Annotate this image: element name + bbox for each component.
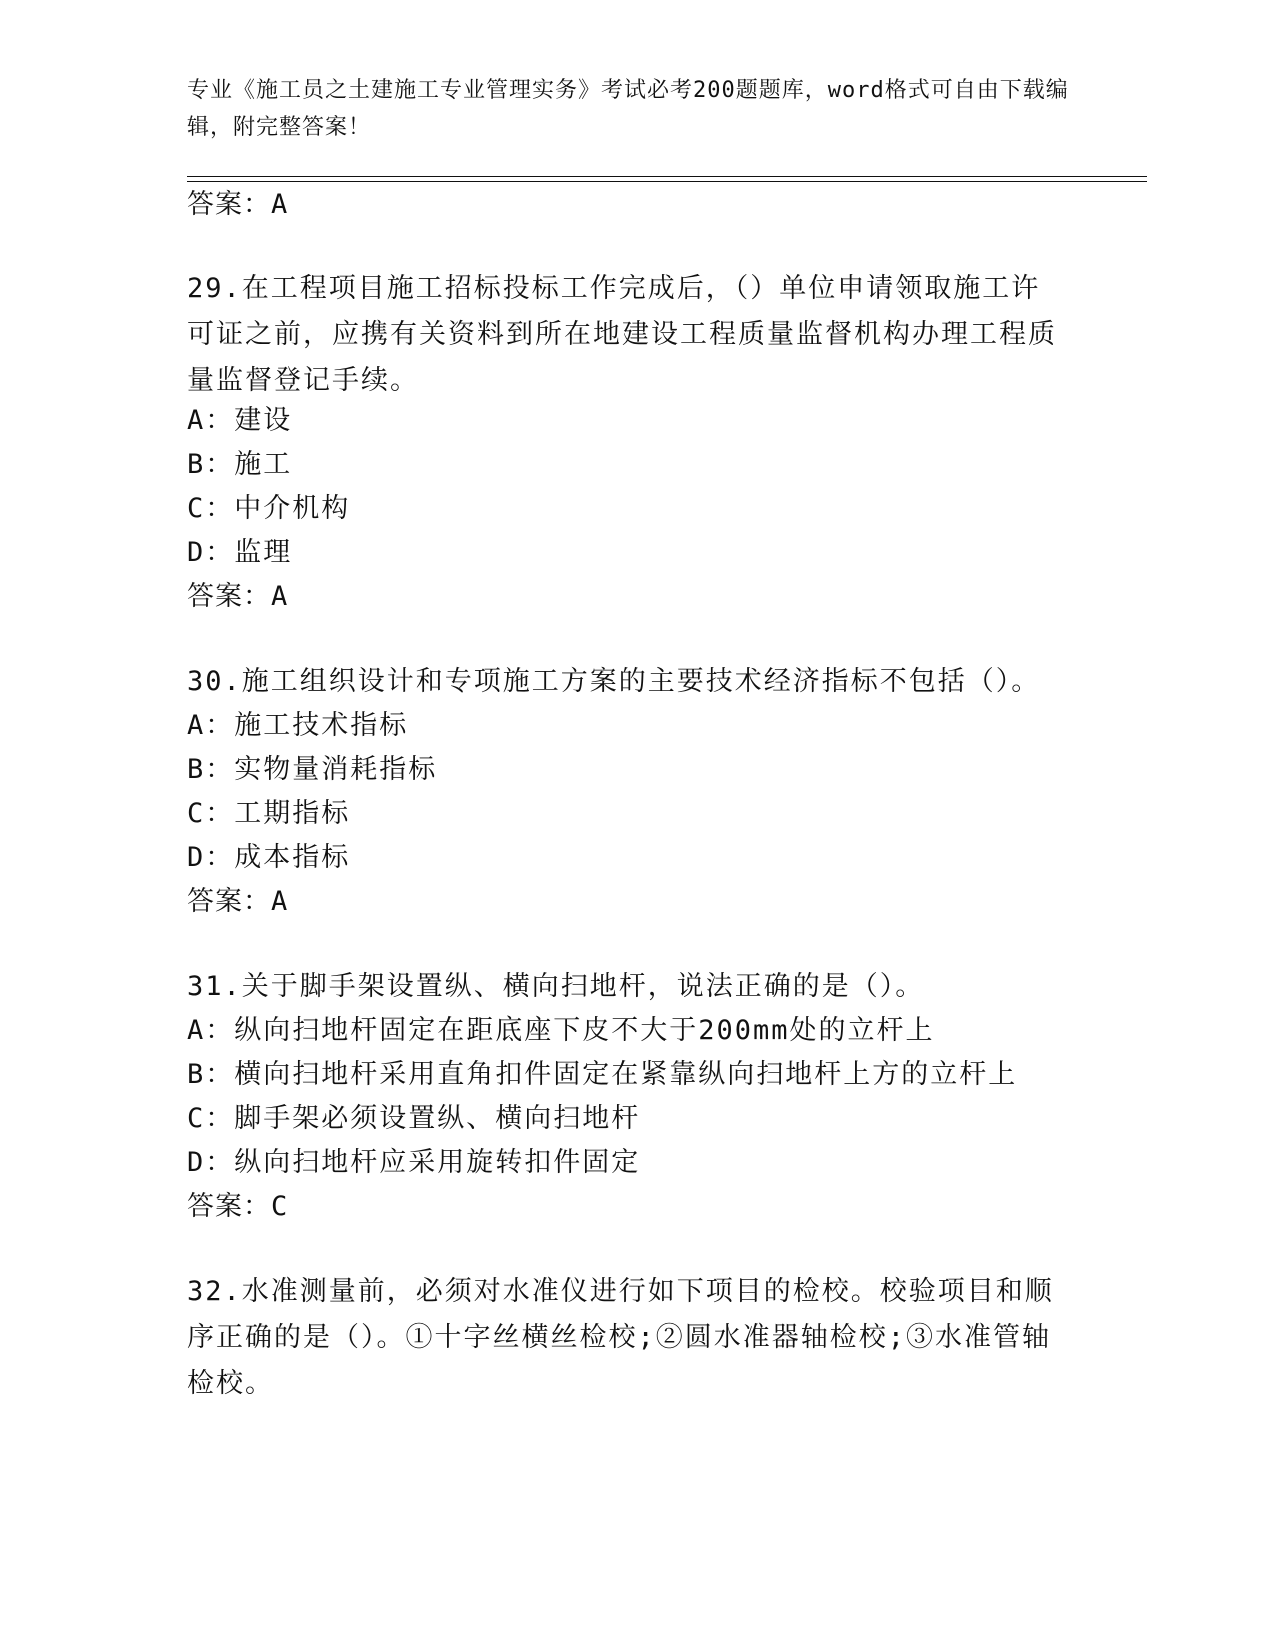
question-31-option-b: B：横向扫地杆采用直角扣件固定在紧靠纵向扫地杆上方的立杆上	[187, 1059, 1018, 1090]
question-31-answer: 答案：C	[187, 1191, 289, 1222]
document-page	[187, 0, 1147, 1650]
question-31-option-c: C：脚手架必须设置纵、横向扫地杆	[187, 1103, 641, 1134]
question-29-option-a: A：建设	[187, 405, 293, 436]
question-30-option-b: B：实物量消耗指标	[187, 754, 438, 785]
question-30-answer: 答案：A	[187, 886, 289, 917]
question-30-stem: 30.施工组织设计和专项施工方案的主要技术经济指标不包括（）。	[187, 666, 1041, 697]
question-32-stem: 32.水准测量前，必须对水准仪进行如下项目的检校。校验项目和顺序正确的是（）。①十字丝横丝检校;②圆水准器轴检校;③水准管轴检校。	[187, 1276, 1054, 1399]
question-29-option-c: C：中介机构	[187, 493, 351, 524]
question-30-option-a: A：施工技术指标	[187, 710, 409, 741]
question-29-option-b: B：施工	[187, 449, 293, 480]
page-header: 专业《施工员之土建施工专业管理实务》考试必考200题题库，word格式可自由下载编辑，附完整答案！	[187, 78, 1069, 140]
header-divider-bottom	[187, 181, 1147, 182]
question-31-stem: 31.关于脚手架设置纵、横向扫地杆，说法正确的是（）。	[187, 971, 925, 1002]
question-30-option-c: C：工期指标	[187, 798, 351, 829]
question-29-option-d: D：监理	[187, 537, 293, 568]
header-divider-top	[187, 176, 1147, 177]
question-29-answer: 答案：A	[187, 581, 289, 612]
question-31-option-d: D：纵向扫地杆应采用旋转扣件固定	[187, 1147, 641, 1178]
previous-answer: 答案：A	[187, 189, 289, 220]
question-31-option-a: A：纵向扫地杆固定在距底座下皮不大于200mm处的立杆上	[187, 1015, 935, 1046]
question-29-stem: 29.在工程项目施工招标投标工作完成后，（）单位申请领取施工许可证之前，应携有关资料到所在地建设工程质量监督机构办理工程质量监督登记手续。	[187, 273, 1057, 396]
question-30-option-d: D：成本指标	[187, 842, 351, 873]
